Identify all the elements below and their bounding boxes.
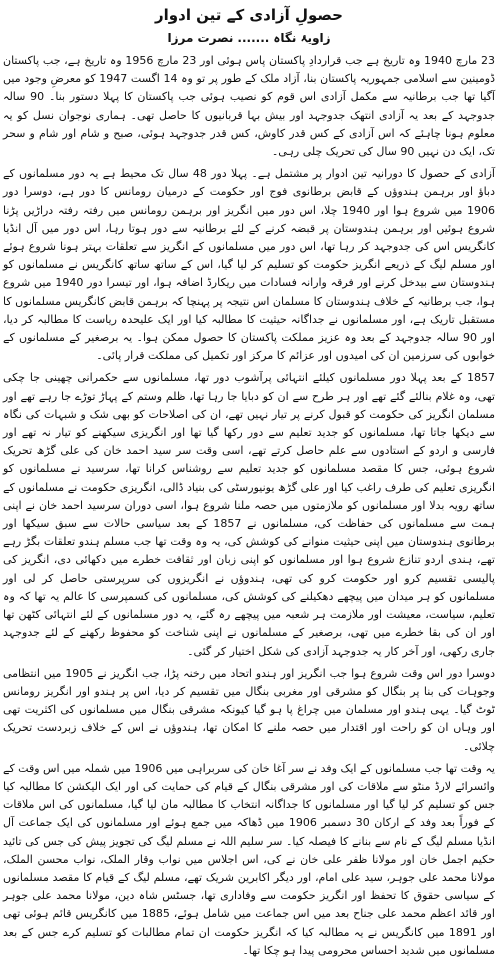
article-title: حصولِ آزادی کے تین ادوار — [155, 6, 343, 24]
author-name: نصرت مرزا — [167, 31, 234, 45]
article-byline — [3, 30, 495, 46]
article-paragraph-2: آزادی کے حصول کا دورانیہ تین ادوار پر مشتمل ہے۔ پہلا دور 48 سال تک محیط ہے یہ دور مسلمانوں کے دباؤ اور برہمن ہندوؤں کے قابض برطانوی فوج اور حکومت کے درمیان رومانس کا دور ہے، دوسرا دور 1906 میں شروع ہوا اور 1940 چلا، اس دور میں انگریز اور برہمن رومانس میں رفتہ رفتہ دراڑیں پڑنا شروع ہوئیں اور برہمن ہندوستان پر قبضہ کرنے کے لئے برطانیہ سے دور ہوتا رہا، اس دور میں آل انڈیا کانگریس اس کی جدوجہد کر رہا تھا، اس دور میں مسلمانوں کے انگریز سے تعلقات بہتر ہونا شروع ہوئے اور مسلم لیگ کے ذریعے انگریز حکومت کو تسلیم کر لیا گیا، اس کے ساتھ ساتھ کانگریس نے مسلمانوں کو ہندوستان سے بیدخل کرنے اور فرقہ وارانہ فسادات میں ریکارڈ اضافہ ہوا، اور تیسرا دور 1940 میں شروع ہوا، جب برطانیہ کے خلاف ہندوستان کا مسلمان اس نتیجہ پر پہنچا کہ برہمن قابض کانگریس مسلمانوں کا مستقبل تاریک ہے، اور مسلمانوں نے جداگانہ حیثیت کا مطالبہ کیا اور ایک علیحدہ ریاست کا مطالبہ کر دیا، اور 90 سالہ جدوجہد کے بعد وہ عزیز مملکت پاکستان کا حصول ممکن ہوا۔ یہ برصغیر کے مسلمانوں کے خوابوں کی سرزمین ان کی امیدوں اور عزائم کا مرکز اور تکمیل کی مملکت قرار پائی۔ — [3, 167, 496, 363]
column-series-name: زاویۂ نگاہ — [273, 31, 331, 45]
article-paragraph-5: یہ وقت تھا جب مسلمانوں کے ایک وفد نے سر آغا خان کی سربراہی میں 1906 میں شملہ میں اس وقت کے وائسرائے لارڈ منٹو سے ملاقات کی اور مشرقی بنگال کے قیام کی حمایت کی اور ایک الیکشن کا مطالبہ کیا جس کو تسلیم کر لیا گیا اور مسلمانوں کا جداگانہ انتخاب کا مطالبہ مان لیا گیا، مسلمانوں کی اس ملاقات کے فوراً بعد وفد کے ارکان 30 دسمبر 1906 میں ڈھاکہ میں جمع ہوئے اور مسلمانوں کی ایک جماعت آل انڈیا مسلم لیگ کے نام سے بنانے کا فیصلہ کیا۔ سر سلیم اللہ نے مسلم لیگ کی تجویز پیش کی جس کی تائید حکیم اجمل خان اور مولانا ظفر علی خان نے کی، اس اجلاس میں نواب وقار الملک، نواب محسن الملک، مولانا محمد علی جوہر، سید علی امام، اور دیگر اکابرین شریک تھے، مسلم لیگ کے قیام کا مقصد مسلمانوں کے سیاسی حقوق کا تحفظ اور انگریز حکومت سے وفاداری تھا، جسٹس شاہ دین، مولانا محمد علی جوہر اور قائد اعظم محمد علی جناح بعد میں اس جماعت میں شامل ہوئے، 1885 میں کانگریس قائم ہوئی تھی اور 1891 میں کانگریس نے یہ مطالبہ کیا کہ انگریز حکومت ان تمام مطالبات کو تسلیم کرے جس کے بعد مسلمانوں میں شدید احساس محرومی پیدا ہو چکا تھا۔ — [3, 761, 495, 957]
article-paragraph-4: دوسرا دور اس وقت شروع ہوا جب انگریز اور ہندو اتحاد میں رخنہ پڑا، جب انگریز نے 1905 میں انتظامی وجوہات کی بنا پر بنگال کو مشرقی اور مغربی بنگال میں تقسیم کر دیا، اس پر ہندو اور انگریز رومانس ٹوٹ گیا۔ یہی ہندو اور مسلمان میں چراغ پا ہو گیا کیونکہ مشرقی بنگال میں مسلمانوں کی اکثریت تھی اور وہاں ان کو راحت اور اقتدار میں حصہ ملنے کا امکان تھا، ہندوؤں نے اس کے خلاف زبردست تحریک چلائی۔ — [3, 666, 495, 753]
byline-separator: ....... — [237, 31, 270, 45]
article-paragraph-3: 1857 کے بعد پہلا دور مسلمانوں کیلئے انتہائی پرآشوب دور تھا، مسلمانوں سے حکمرانی چھینی جا چکی تھی، وہ غلام بنالئے گئے تھے اور ہر طرح سے ان کو دبایا جا رہا تھا، ظلم وستم کے پہاڑ توڑے جا رہے تھے اور مسلمان انگریز کی حکومت کو قبول کرنے پر تیار نہیں تھے، ان کی اصلاحات کو بھی شک و شبہات کی نگاہ سے دیکھا جاتا تھا، مسلمانوں کو جدید تعلیم سے دور رکھا گیا تھا اور انگریزی سیکھنے کو تیار نہ تھے اور فارسی و اردو کے استادوں سے علم حاصل کرتے تھے، اسی وقت سر سید احمد خان کی علی گڑھ تحریک شروع ہوئی، جس کا مقصد مسلمانوں کو جدید تعلیم سے روشناس کرانا تھا، سرسید نے مسلمانوں کو انگریزی تعلیم کی طرف راغب کیا اور علی گڑھ یونیورسٹی کی بنیاد ڈالی، انگریزی حکومت نے مسلمانوں کے ساتھ رویہ بدلا اور مسلمانوں کو ملازمتوں میں حصہ ملنا شروع ہوا، اسی دوران سرسید احمد خان نے اپنی ہمت سے مسلمانوں کی حفاظت کی، مسلمانوں نے 1857 کے بعد سیاسی حالات سے سبق سیکھا اور برطانوی ہندوستان میں اپنی حیثیت منوانے کی کوشش کی، یہ وہ وقت تھا جب مسلم ہندو تعلقات بگڑ رہے تھے، ہندی اردو تنازع شروع ہوا اور مسلمانوں کو اپنی زبان اور ثقافت خطرے میں دکھائی دی، انگریز کی پالیسی تقسیم کرو اور حکومت کرو کی تھی، ہندوؤں نے انگریزوں کی سرپرستی حاصل کر لی اور مسلمانوں کو ہر میدان میں پیچھے دھکیلنے کی کوشش کی، مسلمانوں کی کسمپرسی کا عالم یہ تھا کہ وہ تعلیم، سیاست، معیشت اور ملازمت ہر شعبہ میں پیچھے رہ گئے، یہ دور مسلمانوں کے لئے انتہائی کٹھن تھا اور ان کی بقا خطرے میں تھی، برصغیر کے مسلمانوں نے اپنی شناخت کو محفوظ رکھنے کے لئے جدوجہد جاری رکھی، اور آخر کار یہ جدوجہد آزادی کی شکل اختیار کر گئی۔ — [3, 371, 496, 658]
article-paragraph-1: 23 مارچ 1940 وہ تاریخ ہے جب قراردادِ پاکستان پاس ہوئی اور 23 مارچ 1956 وہ تاریخ ہے، جب پاکستان ڈومینین سے اسلامی جمہوریہ پاکستان بنا، آزاد ملک کے طور پر تو وہ 14 اگست 1947 کو معرضِ وجود میں آگیا تھا جب برطانیہ سے مکمل آزادی اس قوم کو نصیب ہوئی جب پاکستان کا پہلا دستور بنا۔ 90 سالہ جدوجہد کے بعد یہ آزادی انتھک جدوجہد اور بیش بہا قربانیوں کا حاصل تھی۔ ہماری نوجوان نسل کو یہ معلوم ہونا چاہئے کہ اس آزادی کے کس قدر کاوش، کس قدر جدوجہد ہوئی، صبح و شام اور شام و سحر تک، ایک دن نہیں 90 سال کی تحریک چلی رہی۔ — [3, 54, 495, 159]
